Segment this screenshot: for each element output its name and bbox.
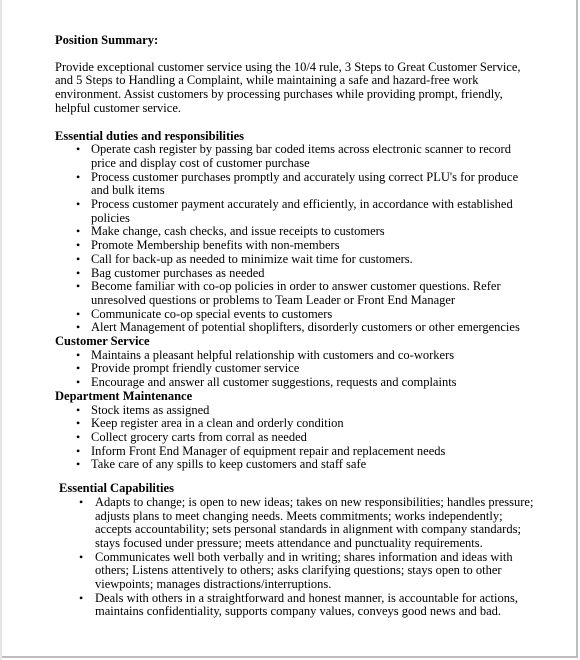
list-item: • Process customer payment accurately and efficiently, in accordance with established policies [55,198,535,225]
section-heading-essential-capabilities: Essential Capabilities [59,481,174,496]
list-item: • Deals with others in a straightforward and honest manner, is accountable for actions, maintains confidentiality, supports company values, conveys good news and bad. [55,592,535,619]
list-item: • Take care of any spills to keep customers and staff safe [55,458,535,472]
customer-service-list [55,349,535,390]
list-item: • Stock items as assigned [55,404,535,418]
list-item: • Maintains a pleasant helpful relationship with customers and co-workers [55,349,535,363]
page-edge [0,0,2,660]
list-item: • Become familiar with co-op policies in order to answer customer questions. Refer unresolved questions or problems to Team Leader or Front End Manager [55,280,535,307]
essential-capabilities-list [55,496,535,619]
list-item: • Collect grocery carts from corral as needed [55,431,535,445]
list-item: • Promote Membership benefits with non-members [55,239,535,253]
position-summary-text: Provide exceptional customer service using the 10/4 rule, 3 Steps to Great Customer Service, and 5 Steps to Handling a Complaint, while maintaining a safe and hazard-free work environment. Assist customers by processing purchases while providing prompt, friendly, helpful customer service. [55,59,521,115]
list-item: • Process customer purchases promptly and accurately using correct PLU's for produce and bulk items [55,171,535,198]
list-item: • Provide prompt friendly customer service [55,362,535,376]
list-item: • Encourage and answer all customer suggestions, requests and complaints [55,376,535,390]
document-body [55,34,535,619]
list-item: • Communicates well both verbally and in writing; shares information and ideas with others; Listens attentively to others; asks clarifying questions; stays open to other viewpoints; manages distractions/interruptions. [55,551,535,592]
section-heading-duties: Essential duties and responsibilities [55,128,245,143]
list-item: • Inform Front End Manager of equipment repair and replacement needs [55,445,535,459]
list-item: • Make change, cash checks, and issue receipts to customers [55,225,535,239]
section-heading-customer-service: Customer Service [55,334,150,349]
duties-list [55,143,535,335]
list-item: • Adapts to change; is open to new ideas; takes on new responsibilities; handles pressure; adjusts plans to meet changing needs. Meets commitments; works independently; accepts accountability; sets personal standards in alignment with company standards; stays focused under pressure; meets attendance and punctuality requirements. [55,496,535,551]
list-item: • Bag customer purchases as needed [55,267,535,281]
list-item: • Keep register area in a clean and orderly condition [55,417,535,431]
list-item: • Operate cash register by passing bar coded items across electronic scanner to record price and display cost of customer purchase [55,143,535,170]
list-item: • Call for back-up as needed to minimize wait time for customers. [55,253,535,267]
department-maintenance-list [55,404,535,473]
section-heading-department-maintenance: Department Maintenance [55,388,193,403]
list-item: • Alert Management of potential shoplifters, disorderly customers or other emergencies [55,321,535,335]
list-item: • Communicate co-op special events to customers [55,308,535,322]
position-summary-title: Position Summary: [55,33,159,47]
